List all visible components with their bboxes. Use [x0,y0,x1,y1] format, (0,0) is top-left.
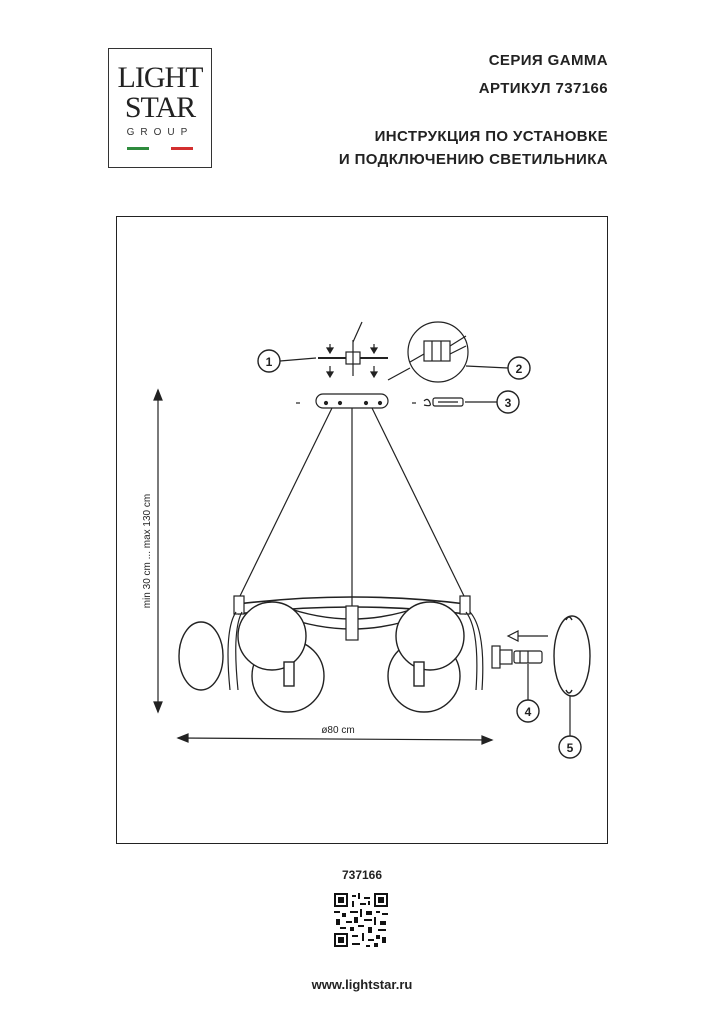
height-range-label: min 30 cm ... max 130 cm [142,493,153,609]
socket-and-bulb [492,646,542,668]
suspension-cables [240,408,464,608]
logo-text-group: GROUP [126,127,194,138]
logo-text-light: LIGHT [117,61,203,94]
callout-1: 1 [265,355,273,369]
callout-3: 3 [504,396,512,410]
website-link[interactable]: www.lightstar.ru [311,977,413,992]
diameter-label: ø80 cm [321,725,355,736]
detached-glass-globe [554,616,590,696]
logo-text-star: STAR [124,91,196,124]
canopy [296,394,416,408]
instruction-title-line1: ИНСТРУКЦИЯ ПО УСТАНОВКЕ [374,128,608,145]
article-title: АРТИКУЛ 737166 [478,80,608,97]
qr-code [334,893,388,947]
height-dimension [154,390,162,712]
glass-globes [179,602,464,712]
mounting-bracket [318,322,388,377]
callout-2: 2 [515,362,523,376]
callout-4: 4 [524,705,532,719]
assembly-arrow [508,631,548,641]
instruction-title-line2: И ПОДКЛЮЧЕНИЮ СВЕТИЛЬНИКА [338,151,608,168]
terminal-block-detail [388,322,468,382]
footer-article-number: 737166 [341,868,383,882]
screw-detail [424,398,463,406]
series-title: СЕРИЯ GAMMA [488,52,608,69]
callout-5: 5 [566,741,574,755]
